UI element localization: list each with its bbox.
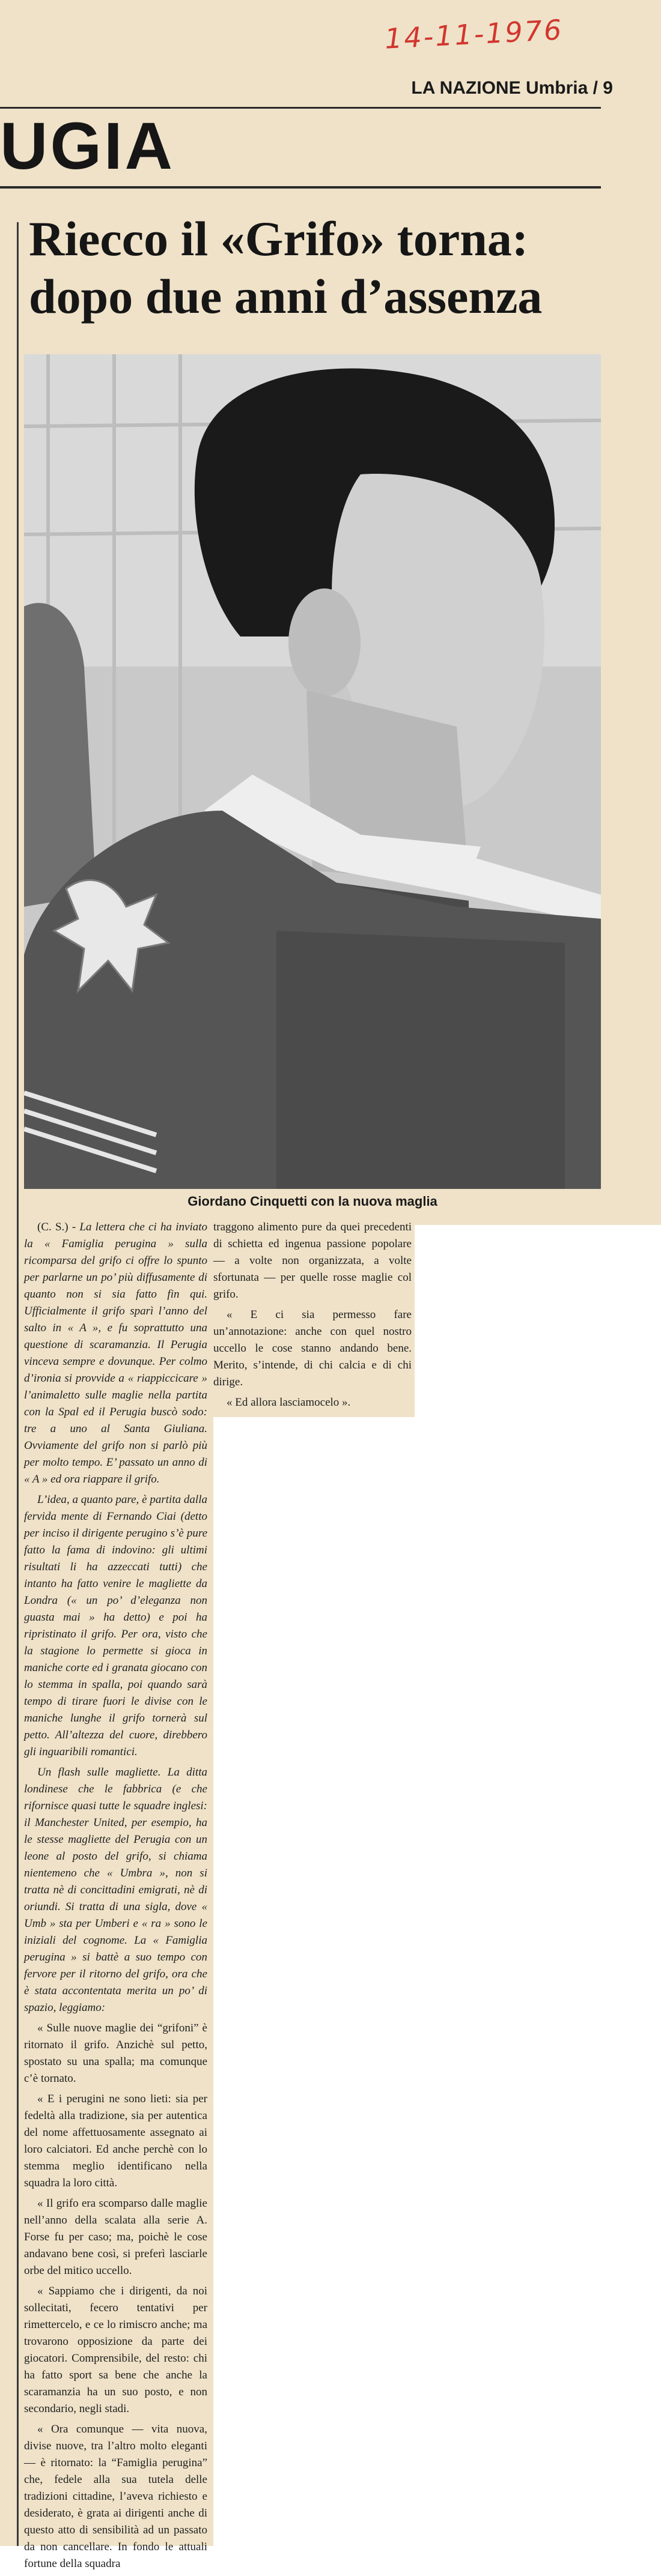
handwritten-date: 14-11-1976 xyxy=(383,13,564,55)
photo-illustration xyxy=(24,354,601,1189)
photo-caption: Giordano Cinquetti con la nuova maglia xyxy=(187,1194,437,1209)
article-column-right xyxy=(213,1219,412,1415)
article-paragraph xyxy=(24,1764,207,2016)
quoted-paragraph: « E ci sia permesso fare un’annotazione: anche con quel nostro uccello le cose stanno andando bene. Merito, s’intende, di chi calcia e di chi dirige. xyxy=(213,1308,412,1388)
masthead: LA NAZIONE Umbria / 9 xyxy=(411,78,613,98)
article-column-left xyxy=(24,1219,207,2576)
article-text: L’idea, a quanto pare, è partita dalla fervida mente di Fernando Ciai (detto per inciso il dirigente perugino s’è pure fatto la fama di indovino: gli ultimi risultati li ha azzeccati tutti) che intanto ha fatto venire le magliette da Londra (« un po’ d’eleganza non guasta mai » ha detto) e poi ha ripristinato il grifo. Per ora, visto che la stagione lo permette si gioca in maniche corte ed i granata giocano con lo stemma in spalla, poi quando sarà tempo di tirare fuori le divise con le maniche lunghe il grifo tornerà sul petto. All’altezza del cuore, direbbero gli inguaribili romantici. xyxy=(24,1493,207,1758)
column-rule xyxy=(17,222,19,2546)
quoted-paragraph: « Sappiamo che i dirigenti, da noi sollecitati, fecero tentativi per rimettercelo, e ce lo rimiscro anche; ma trovarono opposizione da parte dei giocatori. Comprensibile, del resto: chi ha fatto sport sa bene che anche la scaramanzia ha un suo posto, e non secondario, negli stadi. xyxy=(24,2285,207,2415)
article-text: Un flash sulle magliette. La ditta londinese che le fabbrica (e che rifornisce quasi tutte le squadre inglesi: il Manchester United, per esempio, ha le stesse magliette del Perugia con un leone al posto del grifo, si chiama nientemeno che « Umbra », non si tratta nè di concittadini emigrati, nè di oriundi. Si tratta di una sigla, dove « Umb » sta per Umberi e « ra » sono le iniziali del cognome. La « Famiglia perugina » si battè a suo tempo con fervore per il ritorno del grifo, ora che è stata accontentata merita un po’ di spazio, leggiamo: xyxy=(24,1766,207,2014)
article-paragraph xyxy=(24,1492,207,1761)
author-initials: (C. S.) - xyxy=(37,1221,76,1233)
article-paragraph xyxy=(24,1219,207,1488)
quoted-paragraph: « Ed allora lasciamocelo ». xyxy=(227,1396,351,1409)
quoted-paragraph: « Sulle nuove maglie dei “grifoni” è ritornato il grifo. Anzichè sul petto, spostato su una spalla; ma comunque c’è tornato. xyxy=(24,2022,207,2085)
quoted-paragraph: traggono alimento pure da quei precedenti di schietta ed ingenua passione popolare — a volte non organizzata, a volte sfortunata — per quelle rosse maglie col grifo. xyxy=(213,1221,412,1301)
article-text: La lettera che ci ha inviato la « Famiglia perugina » sulla ricomparsa del grifo ci offre lo spunto per parlarne un po’ più diffusamente di quanto non si sia fatto fin qui. Ufficialmente il grifo sparì l’anno del salto in « A », e fu soprattutto una questione di scaramanzia. Il Perugia vinceva sempre e dovunque. Per colmo d’ironia si provvide a « riappiccicare » l’animaletto sulle maglie nella partita con la Spal ed il Perugia buscò sodo: tre a uno al Santa Giuliana. Ovviamente del grifo non si parlò più per molto tempo. E’ passato un anno di « A » ed ora riappare il grifo. xyxy=(24,1221,207,1486)
quoted-paragraph: « Ora comunque — vita nuova, divise nuove, tra l’altro molto eleganti — è ritornato: la “Famiglia perugina” che, fedele alla sua tutela delle tradizioni cittadine, l’aveva richiesto e desiderato, è grata ai dirigenti anche di questo atto di sensibilità ad un passato da non cancellare. In fondo le attuali fortune della squadra xyxy=(24,2423,207,2570)
player-photo xyxy=(24,354,601,1189)
quoted-paragraph: « Il grifo era scomparso dalle maglie nell’anno della scalata alla serie A. Forse fu per caso; ma, poichè le cose andavano bene così, si preferì lasciarle orbe del mitico uccello. xyxy=(24,2197,207,2277)
headline: Riecco il «Grifo» torna: dopo due anni d’assenza xyxy=(29,211,543,324)
quoted-paragraph: « E i perugini ne sono lieti: sia per fedeltà alla tradizione, sia per autentica del nome affettuosamente assegnato ai loro calciatori. Ed anche perchè con lo stemma meglio identificano nella squadra la loro città. xyxy=(24,2093,207,2189)
section-title: UGIA xyxy=(0,109,175,183)
divider xyxy=(0,186,601,189)
